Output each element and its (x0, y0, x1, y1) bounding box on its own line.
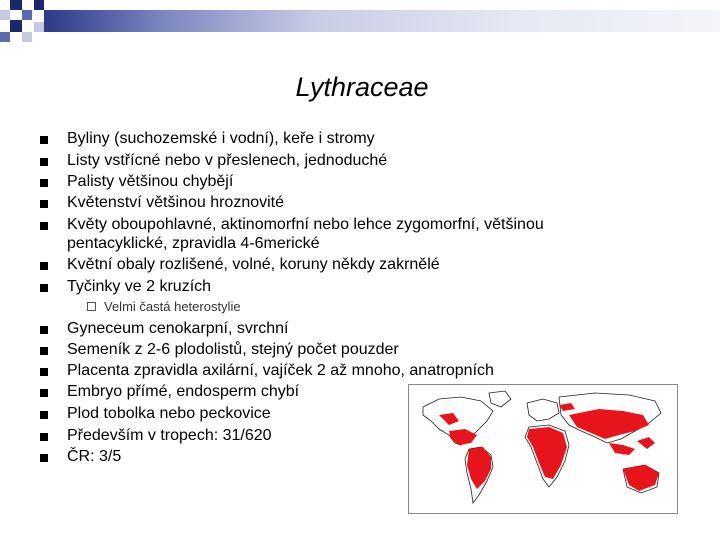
world-distribution-map (408, 384, 678, 514)
square-bullet-icon (40, 326, 48, 334)
decor-square (10, 0, 22, 10)
decor-square (22, 10, 32, 20)
square-bullet-icon (40, 389, 48, 397)
decor-square (34, 22, 44, 32)
square-bullet-icon (40, 411, 48, 419)
hollow-square-bullet-icon (87, 302, 96, 311)
decor-square (0, 32, 10, 42)
square-bullet-icon (40, 284, 48, 292)
decor-square (0, 10, 10, 20)
square-bullet-icon (40, 454, 48, 462)
world-map-icon (409, 385, 677, 513)
decor-square (34, 0, 44, 10)
square-bullet-icon (40, 368, 48, 376)
slide: Lythraceae Byliny (suchozemské i vodní), keře i stromy Listy vstřícné nebo v přeslenech, jednoduché Palisty většinou chybějí Květenství většinou hroznovité Květy oboupohlavné, aktinomorfní nebo lehce zygomorfní, většinou pentacyklické, zpravidla 4-6merické Květní obaly rozlišené, volné, koruny někdy zakrnělé Tyčinky ve 2 kruzích Velmi častá heterostylie Gyneceum cenokarpní, svrchní Semeník z 2-6 plodolistů, stejný počet pouzder Placenta zpravidla axilární, vajíček 2 až mnoho, anatropních Embryo přímé, endosperm chybí Plod tobolka nebo peckovice Především v tropech: 31/620 ČR: 3/5 (0, 0, 720, 540)
header-band (44, 10, 720, 32)
decor-square (22, 32, 32, 42)
square-bullet-icon (40, 347, 48, 355)
map-fill (439, 403, 659, 491)
square-bullet-icon (40, 179, 48, 187)
slide-title: Lythraceae (295, 72, 429, 102)
square-bullet-icon (40, 262, 48, 270)
square-bullet-icon (40, 136, 48, 144)
decor-square (10, 20, 22, 32)
square-bullet-icon (40, 222, 48, 230)
square-bullet-icon (40, 433, 48, 441)
square-bullet-icon (40, 200, 48, 208)
square-bullet-icon (40, 158, 48, 166)
